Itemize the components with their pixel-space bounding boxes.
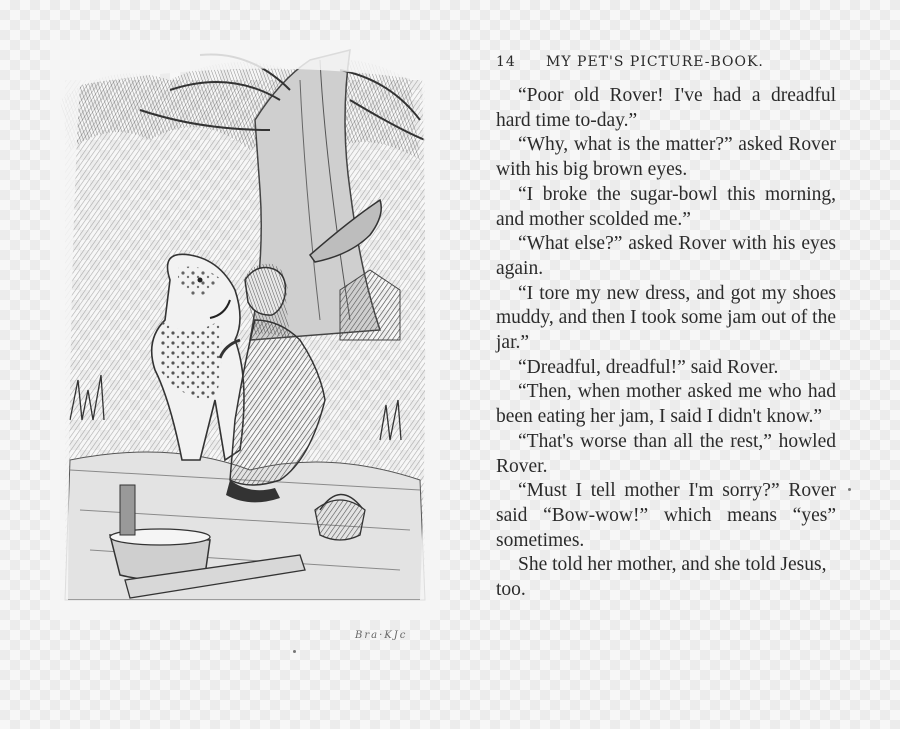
paragraph: “Then, when mother asked me who had been eating her jam, I said I didn't know.” — [496, 381, 836, 428]
running-title: MY PET'S PICTURE-BOOK. — [546, 54, 764, 70]
paragraph: “Why, what is the matter?” asked Rover with his big brown eyes. — [496, 134, 836, 181]
paragraph: “Poor old Rover! I've had a dreadful hard time to-day.” — [496, 85, 836, 131]
ink-speck — [293, 650, 296, 653]
girl-and-dog-engraving — [50, 40, 440, 620]
paragraph: “Dreadful, dreadful!” said Rover. — [518, 356, 779, 378]
paragraph: She told her mother, and she told Jesus, too. — [496, 554, 827, 601]
paragraph: “Must I tell mother I'm sorry?” Rover said “Bow-wow!” which means “yes” sometimes. — [496, 480, 836, 551]
page-header — [496, 54, 836, 74]
paragraph: “What else?” asked Rover with his eyes again. — [496, 233, 836, 279]
paragraph: “I tore my new dress, and got my shoes muddy, and then I took some jam out of the jar.” — [496, 282, 836, 354]
paragraph: “I broke the sugar-bowl this morning, and mother scolded me.” — [496, 183, 836, 230]
paragraph: “That's worse than all the rest,” howled Rover. — [496, 430, 836, 477]
engraver-signature: Bra·KJc — [355, 630, 408, 641]
ink-speck — [848, 488, 851, 491]
page-number: 14 — [496, 54, 516, 70]
story-text — [496, 84, 836, 603]
engraving-illustration — [50, 40, 440, 641]
